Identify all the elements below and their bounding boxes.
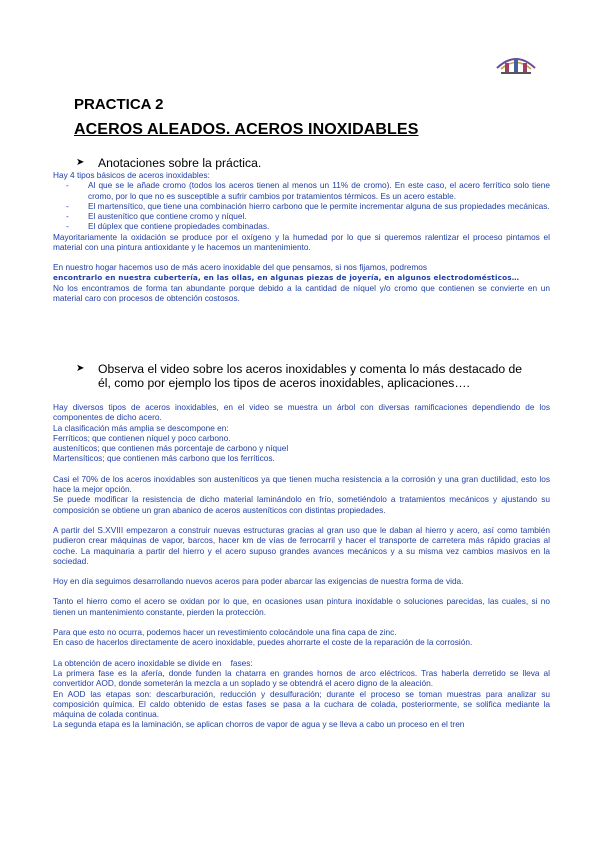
paragraph: Martensíticos; que contienen más carbono que los ferríticos. bbox=[53, 453, 275, 464]
practice-heading: PRACTICA 2 bbox=[74, 96, 164, 113]
section2-body bbox=[53, 402, 550, 730]
types-intro: Hay 4 tipos básicos de aceros inoxidables: bbox=[53, 170, 210, 180]
paragraph: Casi el 70% de los aceros inoxidables son austeníticos ya que tienen mucha resistencia a la corrosión y una gran ductilidad, esto los hace la mejor opción. bbox=[53, 473, 550, 495]
section2-title bbox=[76, 362, 523, 390]
paragraph: Se puede modificar la resistencia de dicho material laminándolo en frío, sometiéndolo a tratamientos mecánicos y ajustando su composición se obtiene un gran abanico de aceros austeníticos con distintas propiedades. bbox=[53, 494, 550, 515]
oxidation-paragraph: Mayoritariamente la oxidación se produce por el oxígeno y la humedad por lo que si queremos ralentizar el proceso pintamos el material con una pintura antioxidante y le hacemos un mantenimiento. bbox=[53, 231, 550, 253]
section1-title bbox=[76, 156, 262, 170]
paragraph: A partir del S.XVIII empezaron a construir nuevas estructuras gracias al gran uso que le daban al hierro y acero, así como también pudieron crear máquinas de vapor, barcos, hacer km de vías de ferrocarril y hacer el transporte de carretera más rápido gracias al coche. La maquinaria a partir del hierro y el acero supuso grandes avances mecánicos y a su misma vez cambios masivos en la sociedad. bbox=[53, 524, 550, 566]
home-paragraph-1: En nuestro hogar hacemos uso de más acero inoxidable del que pensamos, si nos fijamos, podremos bbox=[53, 262, 428, 273]
paragraph: Tanto el hierro como el acero se oxidan por lo que, en ocasiones usan pintura inoxidable o soluciones parecidas, las cuales, si no tienen un mantenimiento constante, pierden la protección. bbox=[53, 596, 550, 617]
list-item: - El dúplex que contiene propiedades combinadas. bbox=[66, 221, 270, 232]
paragraph: Para que esto no ocurra, podemos hacer un revestimiento colocándole una fina capa de zinc. bbox=[53, 627, 397, 638]
list-item: - El austenítico que contiene cromo y níquel. bbox=[66, 211, 247, 222]
paragraph: Hay diversos tipos de aceros inoxidables, en el video se muestra un árbol con diversas ramificaciones dependiendo de los componentes de dicho acero. bbox=[53, 402, 550, 423]
home-paragraph-3: No los encontramos de forma tan abundante porque debido a la cantidad de níquel y/o cromo que contienen se convierte en un material caro con procesos de obtención costosos. bbox=[53, 282, 550, 304]
paragraph: austeníticos; que contienen más porcentaje de carbono y níquel bbox=[53, 443, 289, 454]
paragraph: En caso de hacerlos directamente de acero inoxidable, puedes ahorrarte el coste de la reparación de la corrosión. bbox=[53, 637, 473, 648]
section2-title-line1: Observa el video sobre los aceros inoxidables y comenta lo más destacado de bbox=[98, 362, 523, 376]
section2-title-line2: él, como por ejemplo los tipos de aceros inoxidables, aplicaciones…. bbox=[98, 376, 470, 390]
paragraph: En AOD las etapas son: descarburación, reducción y desulfuración; durante el proceso se toman muestras para analizar su composición química. El caldo obtenido de estas fases se pasa a la cuchara de colada, posteriormente, se solifica mediante la máquina de colada continua. bbox=[53, 688, 550, 720]
home-paragraph-2: encontrarlo en nuestra cubertería, en las ollas, en algunas piezas de joyería, en algunos electrodomésticos… bbox=[53, 272, 520, 282]
section1-notes bbox=[53, 170, 550, 304]
paragraph: La obtención de acero inoxidable se divide en fases: bbox=[53, 657, 253, 668]
document-title: ACEROS ALEADOS. ACEROS INOXIDABLES bbox=[74, 121, 419, 138]
paragraph: La primera fase es la afería, donde funden la chatarra en grandes hornos de arco eléctricos. Tras haberla derretido se lleva al convertidor AOD, donde someterán la mezcla a un soplado y se obtendrá el acero digno de la aleación. bbox=[53, 667, 550, 689]
paragraph: La clasificación más amplia se descompone en: bbox=[53, 422, 229, 433]
school-logo-icon bbox=[493, 48, 539, 76]
section1-title-text: Anotaciones sobre la práctica. bbox=[98, 156, 262, 170]
paragraph: La segunda etapa es la laminación, se aplican chorros de vapor de agua y se lleva a cabo un proceso en el tren bbox=[53, 719, 465, 730]
list-item: - El martensítico, que tiene una combinación hierro carbono que le permite incrementar alguna de sus propiedades mecánicas. bbox=[66, 200, 550, 211]
arrow-bullet-icon: ➤ bbox=[76, 363, 85, 374]
arrow-bullet-icon: ➤ bbox=[76, 157, 85, 168]
types-list bbox=[53, 180, 550, 231]
paragraph: Ferríticos; que contienen níquel y poco carbono. bbox=[53, 432, 231, 443]
paragraph: Hoy en día seguimos desarrollando nuevos aceros para poder abarcar las exigencias de nuestra forma de vida. bbox=[53, 576, 464, 587]
list-item: - Al que se le añade cromo (todos los aceros tienen al menos un 11% de cromo). En este caso, el acero ferrítico solo tiene cromo, por lo que no es susceptible a sufrir cambios por tratamientos térmicos. Es un acero estable. bbox=[66, 180, 550, 201]
